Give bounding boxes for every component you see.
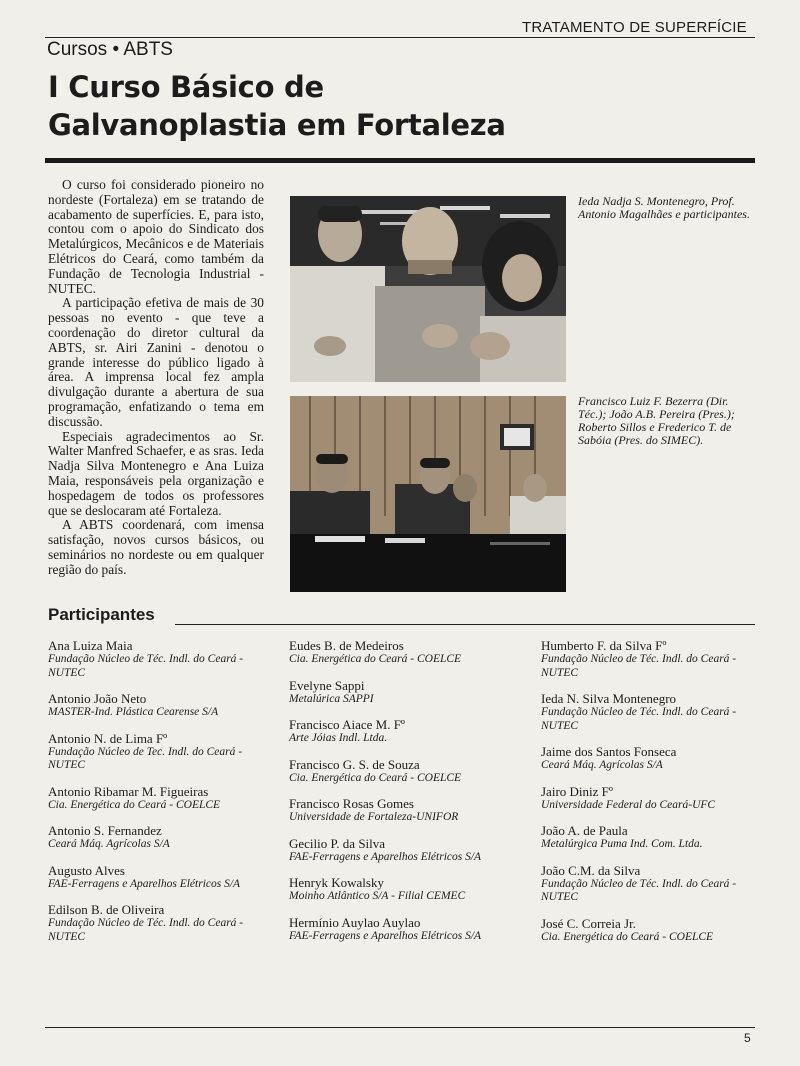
participant-name: Jairo Diniz Fº [541,783,613,799]
participant-name: José C. Correia Jr. [541,915,636,931]
participant-org: FAE-Ferragens e Aparelhos Elétricos S/A [289,929,482,942]
participant-entry [541,638,771,680]
participant-org: Cia. Energética do Ceará - COELCE [289,653,462,665]
participant-org: Moinho Atlântico S/A - Filial CEMEC [289,890,466,902]
participant-entry [289,757,519,786]
title-line-1: I Curso Básico de [48,70,324,104]
participant-entry [48,691,278,720]
participant-name: Francisco G. S. de Souza [289,756,420,772]
participant-entry [541,691,771,733]
participant-name: Jaime dos Santos Fonseca [541,744,677,759]
participant-org: Fundação Núcleo de Téc. Indl. do Ceará - NUTEC [48,653,244,679]
participant-org: Fundação Núcleo de Téc. Indl. do Ceará - NUTEC [541,653,737,679]
participant-name: Antonio N. de Lima Fº [48,730,168,746]
participant-name: Antonio Ribamar M. Figueiras [48,783,209,799]
participant-name: Francisco Rosas Gomes [289,796,414,811]
participant-name: Antonio João Neto [48,691,147,706]
participant-org: Fundação Núcleo de Téc. Indl. do Ceará - NUTEC [48,917,244,943]
participant-org: Arte Jóias Indl. Ltda. [289,732,388,744]
participant-name: Antonio S. Fernandez [48,823,162,838]
participant-org: Fundação Núcleo de Téc. Indl. do Ceará - NUTEC [541,706,737,732]
photo-officials [290,396,566,592]
participant-name: Ana Luiza Maia [48,638,133,653]
footer-rule [45,1027,755,1028]
series-label: Cursos • ABTS [47,39,173,60]
article-body [48,178,264,578]
participant-org: Metalúrgica Puma Ind. Com. Ltda. [541,838,703,850]
participant-name: Augusto Alves [48,862,125,878]
participant-name: Eudes B. de Medeiros [289,638,404,653]
participants-heading: Participantes [48,605,155,624]
body-paragraph: A ABTS coordenará, com imensa satisfação, novos cursos básicos, ou seminários no nordeste ou em qualquer região do país. [48,517,264,577]
participant-org: Ceará Máq. Agrícolas S/A [48,838,170,850]
participant-name: Evelyne Sappi [289,677,365,693]
participant-entry [289,915,519,944]
photo-participants [290,196,566,382]
participant-org: MASTER-Ind. Plástica Cearense S/A [48,706,219,718]
participants-column-1 [48,638,278,955]
participant-entry [541,784,771,813]
participant-name: Humberto F. da Silva Fº [541,638,667,653]
article-title [48,68,506,144]
body-paragraph: O curso foi considerado pioneiro no nordeste (Fortaleza) em se tratando de acabamento de superfícies. E, para isto, contou com o apoio do Sindicato dos Metalúrgicos, Mecânicos e de Materiais Elétricos do Ceará, como também da Fundação de Tecnologia Industrial - NUTEC. [48,177,264,296]
participant-entry [541,744,771,773]
photo-caption-1: Ieda Nadja S. Montenegro, Prof. Antonio Magalhães e participantes. [578,194,750,221]
participant-entry [541,916,771,945]
participant-name: João C.M. da Silva [541,862,641,878]
photo-participants-image [290,196,566,382]
participant-org: Universidade Federal do Ceará-UFC [541,798,716,811]
participant-entry [289,678,519,707]
section-label: TRATAMENTO DE SUPERFÍCIE [522,19,747,36]
participant-name: João A. de Paula [541,823,628,838]
participant-org: Fundação Núcleo de Téc. Indl. do Ceará - NUTEC [541,877,737,903]
participant-name: Edilson B. de Oliveira [48,902,165,917]
title-rule [45,158,755,163]
participant-org: Fundação Núcleo de Tec. Indl. do Ceará - NUTEC [48,745,243,771]
participant-entry [48,638,278,680]
participant-entry [48,863,278,892]
participant-org: Metalúrica SAPPI [289,692,374,705]
participant-name: Henryk Kowalsky [289,875,384,890]
participant-name: Gecilio P. da Silva [289,835,386,851]
photo-caption-2: Francisco Luiz F. Bezerra (Dir. Téc.); João A.B. Pereira (Pres.); Roberto Sillos e Frederico T. de Sabóia (Pres. do SIMEC). [578,394,735,447]
participant-entry [289,638,519,667]
page-number: 5 [744,1031,751,1045]
participant-org: Cia. Energética do Ceará - COELCE [541,930,714,943]
participant-name: Hermínio Auylao Auylao [289,914,421,930]
body-paragraph: Especiais agradecimentos ao Sr. Walter Manfred Schaefer, e as sras. Ieda Nadja Silva Montenegro e Ana Luiza Maia, responsáveis pela organização e hospedagem de todos os professores que se deslocaram até Fortaleza. [48,428,264,518]
participant-entry [48,784,278,813]
participant-org: Universidade de Fortaleza-UNIFOR [289,811,459,823]
participant-name: Ieda N. Silva Montenegro [541,691,677,706]
participants-rule [175,624,755,625]
participants-column-2 [289,638,519,954]
participant-entry [541,823,771,852]
participant-entry [289,796,519,825]
participant-org: Cia. Energética do Ceará - COELCE [48,798,221,811]
participant-org: FAE-Ferragens e Aparelhos Elétricos S/A [289,850,482,863]
participant-entry [48,902,278,944]
participant-entry [289,717,519,746]
participant-org: Ceará Máq. Agrícolas S/A [541,759,663,771]
participant-entry [289,875,519,904]
photo-officials-image [290,396,566,592]
participant-entry [48,731,278,773]
title-line-2: Galvanoplastia em Fortaleza [48,108,506,142]
participant-entry [48,823,278,852]
header-rule [45,37,755,38]
participant-org: Cia. Energética do Ceará - COELCE [289,771,462,784]
participant-org: FAE-Ferragens e Aparelhos Elétricos S/A [48,877,241,890]
participants-column-3 [541,638,771,955]
body-paragraph: A participação efetiva de mais de 30 pessoas no evento - que teve a coordenação do diretor cultural da ABTS, sr. Airi Zanini - denotou o grande interesse do público ligado à área. A imprensa local fez ampla divulgação durante a abertura de sua programação, enfatizando o tema em discussão. [48,295,264,429]
participant-entry [289,836,519,865]
participant-entry [541,863,771,905]
participant-name: Francisco Aiace M. Fº [289,717,405,732]
